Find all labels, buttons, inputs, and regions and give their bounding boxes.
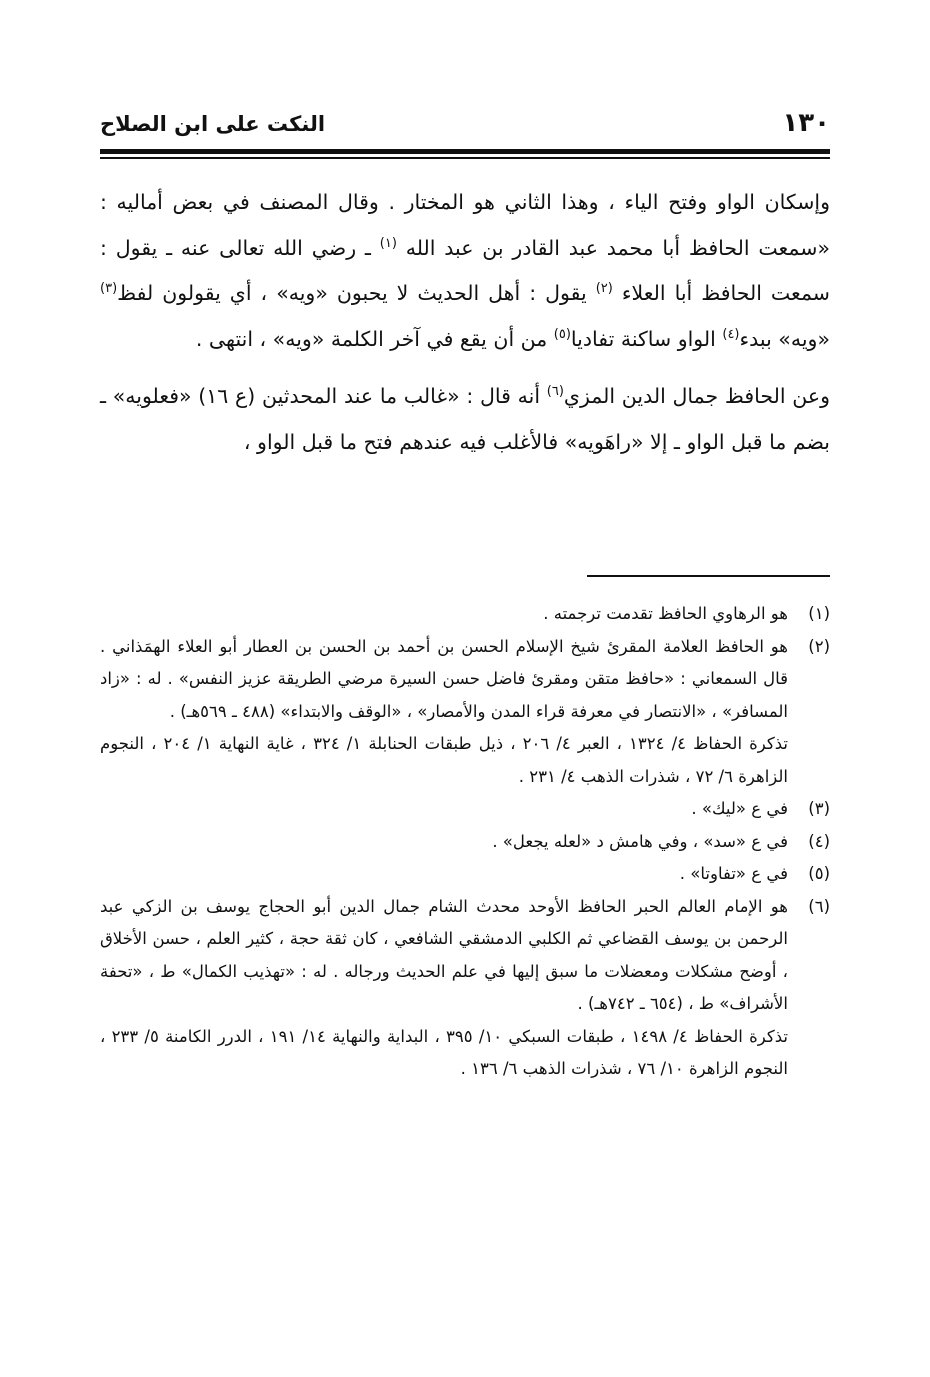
- footnote-text: في ع «سد» ، وفي هامش د «لعله يجعل» .: [492, 831, 788, 851]
- footnote-separator: [587, 575, 830, 577]
- footnote-ref-2: (٢): [595, 281, 613, 297]
- header-rule-thin: [100, 157, 830, 159]
- footnote-ref-1: (١): [379, 235, 397, 251]
- footnote-text: هو الإمام العالم الحبر الحافظ الأوحد محدث الشام جمال الدين أبو الحجاج يوسف بن الزكي عبد الرحمن بن يوسف القضاعي ثم الكلبي الدمشقي الشافعي ، كان ثقة حجة ، كثير العلم ، حسن الأخلاق ، أوضح مشكلات ومعضلات ما سبق إليها في علم الحديث ورجاله . له : «تهذيب الكمال» ط ، «تحفة الأشراف» ط ، (٦٥٤ ـ ٧٤٢هـ) .: [100, 896, 788, 1013]
- footnote-text: في ع «تفاوتا» .: [679, 864, 788, 883]
- footnote-6-sources: [100, 1021, 830, 1086]
- footnote-ref-4: (٤): [722, 326, 740, 342]
- footnote-6: [100, 891, 830, 1021]
- footnote-number: (٥): [808, 864, 830, 883]
- running-title: النكت على ابن الصلاح: [100, 112, 326, 136]
- footnote-2: [100, 631, 830, 729]
- footnote-2-sources: [100, 728, 830, 793]
- footnote-3: [100, 793, 830, 826]
- footnote-text: في ع «ليك» .: [691, 799, 788, 818]
- footnote-sources-text: تذكرة الحفاظ ٤/ ١٣٢٤ ، العبر ٤/ ٢٠٦ ، ذيل طبقات الحنابلة ١/ ٣٢٤ ، غاية النهاية ١/ ٢٠٤ ، النجوم الزاهرة ٦/ ٧٢ ، شذرات الذهب ٤/ ٢٣١ .: [100, 734, 788, 786]
- paragraph-1-part-6: من أن يقع في آخر الكلمة «ويه» ، انتهى .: [195, 326, 554, 351]
- footnote-number: (٦): [808, 896, 830, 916]
- paragraph-1-part-3: يقول : أهل الحديث لا يحبون «ويه» ، أي يقولون لفظ: [117, 281, 596, 305]
- paragraph-1-part-1: وإسكان الواو وفتح الياء ، وهذا الثاني هو المختار . وقال المصنف في بعض أماليه : «سمعت الحافظ أبا محمد عبد القادر بن عبد الله: [100, 190, 830, 260]
- paragraph-2: [100, 374, 830, 465]
- footnote-1: [100, 598, 830, 631]
- paragraph-1: [100, 180, 830, 362]
- paragraph-1-part-4: «ويه» ببدء: [739, 326, 830, 351]
- paragraph-2-part-1: وعن الحافظ جمال الدين المزي: [563, 384, 830, 408]
- footnote-5: [100, 858, 830, 891]
- footnote-number: (٣): [808, 799, 830, 818]
- paragraph-1-part-2: ـ رضي الله تعالى عنه ـ يقول : سمعت الحافظ أبا العلاء: [100, 235, 830, 305]
- running-header: [100, 104, 830, 148]
- footnote-ref-5: (٥): [553, 326, 571, 342]
- footnote-ref-3: (٣): [100, 281, 118, 297]
- footnote-sources-text: تذكرة الحفاظ ٤/ ١٤٩٨ ، طبقات السبكي ١٠/ ٣٩٥ ، البداية والنهاية ١٤/ ١٩١ ، الدرر الكامنة ٥/ ٢٣٣ ، النجوم الزاهرة ١٠/ ٧٦ ، شذرات الذهب ٦/ ١٣٦ .: [100, 1026, 788, 1078]
- footnote-number: (٤): [808, 831, 830, 851]
- footnote-text: هو الرهاوي الحافظ تقدمت ترجمته .: [543, 604, 788, 623]
- footnote-ref-6: (٦): [546, 384, 564, 400]
- paragraph-2-part-2: أنه قال : «غالب ما عند المحدثين (ع ١٦) «فعلويه» ـ بضم ما قبل الواو ـ إلا «راهَويه» فالأغلب فيه عندهم فتح ما قبل الواو ،: [100, 384, 830, 454]
- footnote-number: (٢): [808, 636, 830, 656]
- footnotes: [100, 598, 830, 1086]
- footnote-number: (١): [808, 604, 830, 623]
- page-number: ١٣٠: [782, 108, 830, 138]
- header-rule-thick: [100, 149, 830, 154]
- paragraph-1-part-5: الواو ساكنة تفاديا: [570, 326, 723, 351]
- footnote-text: هو الحافظ العلامة المقرئ شيخ الإسلام الحسن بن أحمد بن الحسن بن العطار أبو العلاء الهمَذاني . قال السمعاني : «حافظ متقن ومقرئ فاضل حسن السيرة مرضي الطريقة عزيز النفس» . له : «زاد المسافر» ، «الانتصار في معرفة قراء المدن والأمصار» ، «الوقف والابتداء» (٤٨٨ ـ ٥٦٩هـ) .: [100, 636, 788, 721]
- footnote-4: [100, 826, 830, 859]
- main-text: [100, 180, 830, 465]
